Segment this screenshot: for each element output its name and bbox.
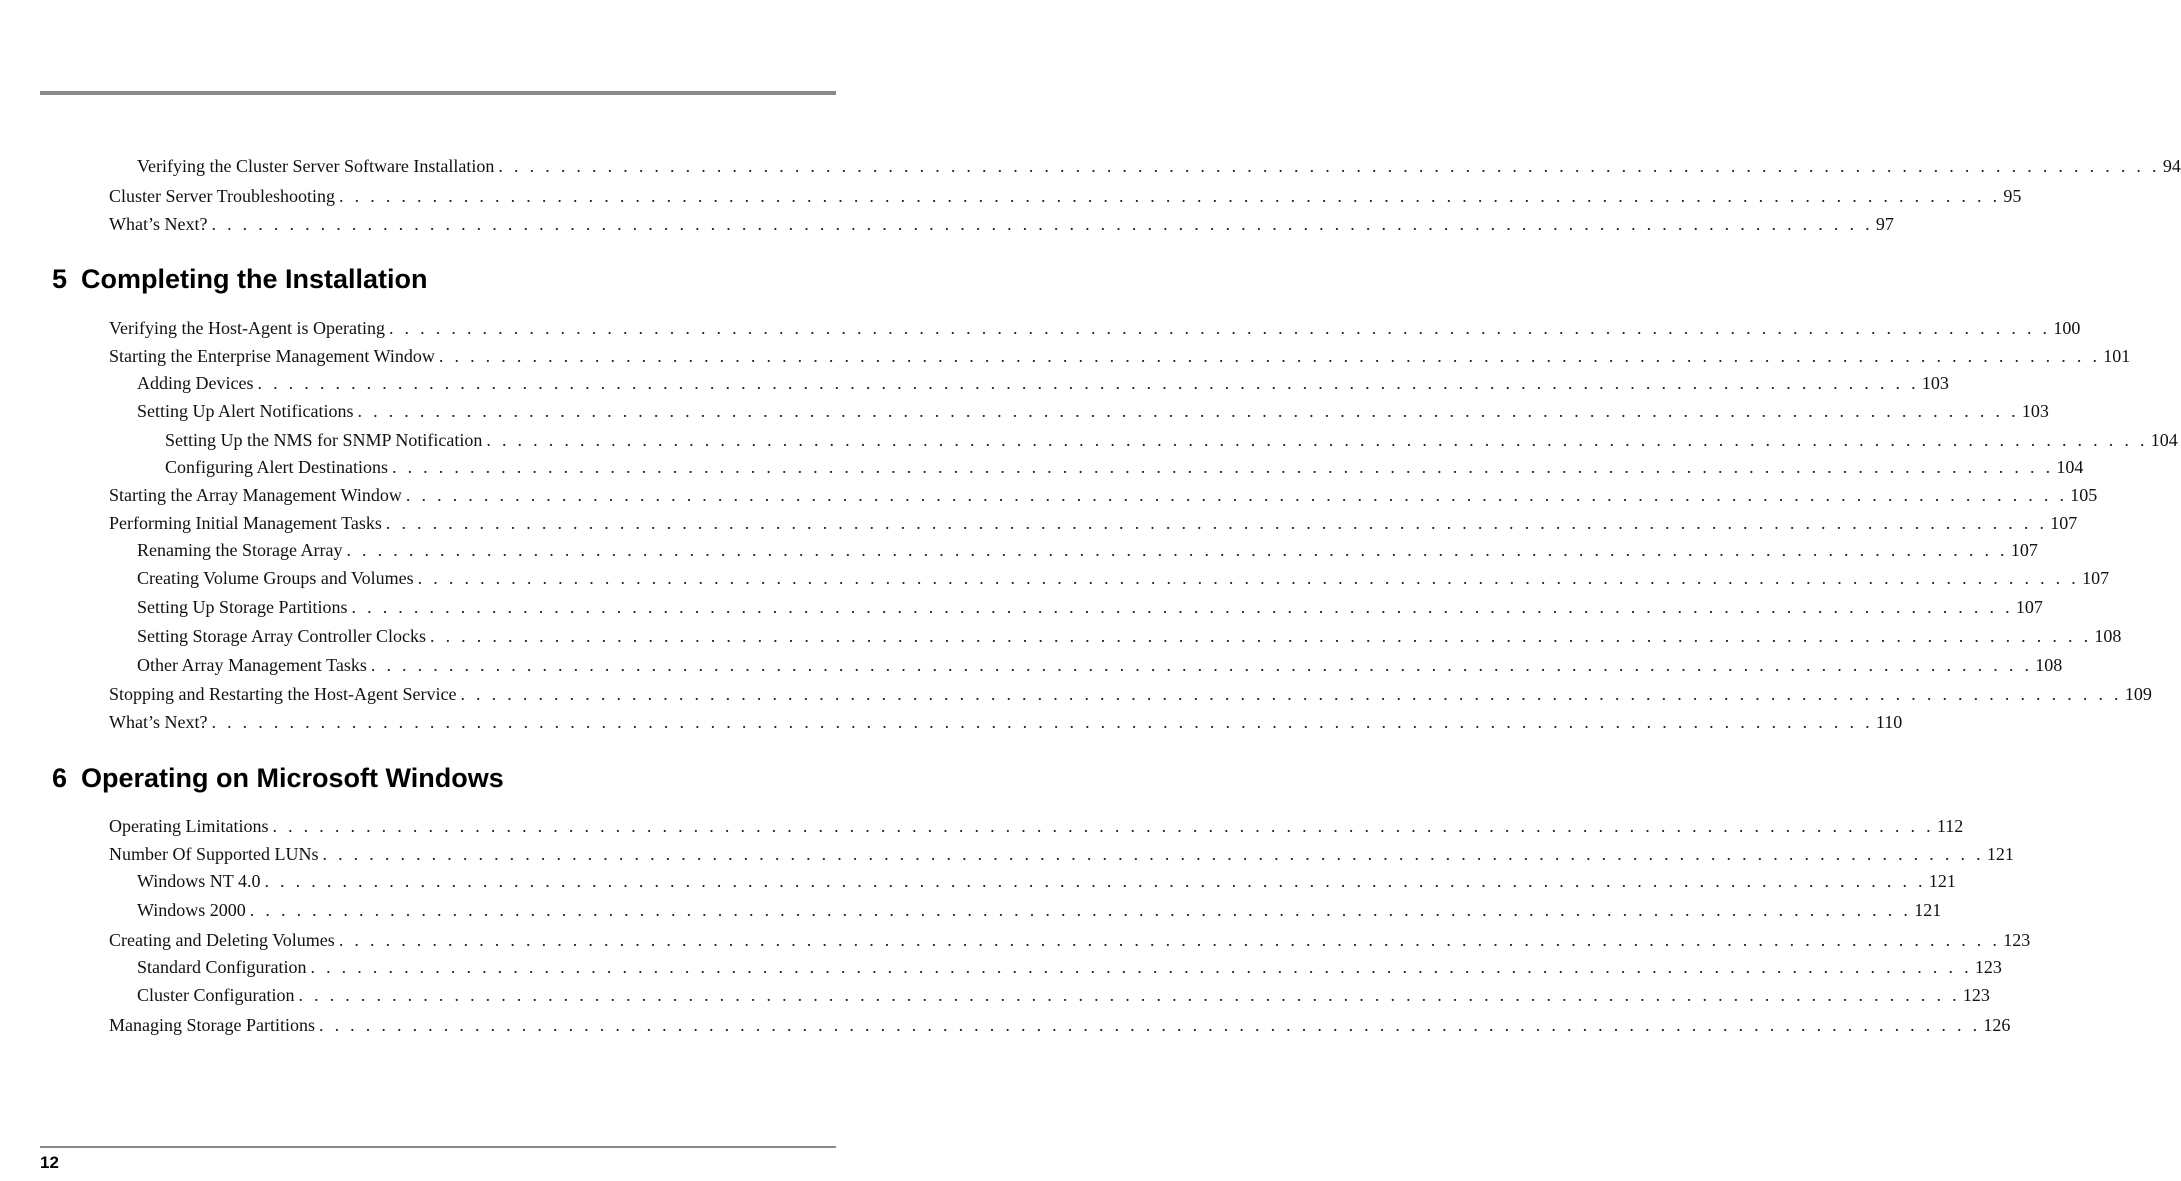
toc-entry-title: Number Of Supported LUNs [109, 844, 319, 864]
toc-leader-dots [389, 318, 2050, 339]
toc-entry[interactable] [0, 655, 2063, 681]
toc-entry-title: Cluster Configuration [137, 985, 295, 1005]
toc-leader-dots [486, 430, 2147, 451]
toc-entry[interactable] [0, 373, 1949, 399]
toc-entry-title: Windows NT 4.0 [137, 871, 261, 891]
toc-entry-page: 94 [2162, 156, 2181, 176]
toc-entry-title: Configuring Alert Destinations [165, 457, 388, 477]
toc-leader-dots [418, 568, 2079, 589]
chapter-heading[interactable] [52, 763, 504, 794]
toc-leader-dots [386, 513, 2047, 534]
toc-leader-dots [272, 816, 1933, 837]
toc-entry[interactable] [0, 186, 2022, 212]
toc-leader-dots [339, 186, 2000, 207]
footer-rule [40, 1146, 836, 1148]
toc-entry-title: Adding Devices [137, 373, 254, 393]
toc-entry[interactable] [0, 156, 2181, 182]
toc-leader-dots [430, 626, 2091, 647]
toc-leader-dots [460, 684, 2121, 705]
toc-entry-page: 103 [1921, 373, 1949, 393]
toc-entry-page: 123 [1962, 985, 1990, 1005]
toc-leader-dots [319, 1015, 1980, 1036]
toc-entry[interactable] [0, 957, 2002, 983]
toc-entry-page: 97 [1875, 214, 1894, 234]
toc-entry[interactable] [0, 430, 2178, 456]
toc-entry-title: Operating Limitations [109, 816, 269, 836]
header-rule [40, 91, 836, 95]
toc-entry-page: 107 [2015, 597, 2043, 617]
toc-entry-page: 107 [2082, 568, 2110, 588]
toc-entry-title: Performing Initial Management Tasks [109, 513, 382, 533]
toc-entry-title: Verifying the Host-Agent is Operating [109, 318, 385, 338]
toc-leader-dots [310, 957, 1971, 978]
toc-entry-title: Managing Storage Partitions [109, 1015, 315, 1035]
chapter-title: Completing the Installation [81, 264, 428, 294]
chapter-heading[interactable] [52, 264, 428, 295]
toc-entry-title: Verifying the Cluster Server Software Installation [137, 156, 495, 176]
toc-entry[interactable] [0, 597, 2043, 623]
toc-leader-dots [298, 985, 1959, 1006]
toc-entry-title: Renaming the Storage Array [137, 540, 343, 560]
toc-leader-dots [264, 871, 1925, 892]
toc-entry[interactable] [0, 401, 2049, 427]
toc-entry-page: 107 [2050, 513, 2078, 533]
toc-entry-page: 103 [2021, 401, 2049, 421]
toc-entry-title: Standard Configuration [137, 957, 307, 977]
toc-leader-dots [346, 540, 2007, 561]
toc-entry-page: 126 [1983, 1015, 2011, 1035]
toc-entry-page: 101 [2103, 346, 2131, 366]
toc-entry-title: Setting Up the NMS for SNMP Notification [165, 430, 483, 450]
chapter-number: 5 [52, 264, 68, 294]
toc-entry-title: Creating Volume Groups and Volumes [137, 568, 414, 588]
toc-entry[interactable] [0, 712, 1903, 738]
toc-entry-title: Stopping and Restarting the Host-Agent Service [109, 684, 457, 704]
toc-entry[interactable] [0, 214, 1894, 240]
toc-entry[interactable] [0, 346, 2131, 372]
toc-entry-title: Creating and Deleting Volumes [109, 930, 335, 950]
toc-entry-page: 112 [1936, 816, 1964, 836]
toc-entry[interactable] [0, 871, 1956, 897]
toc-entry-title: Windows 2000 [137, 900, 246, 920]
toc-leader-dots [352, 597, 2013, 618]
toc-entry-title: What’s Next? [109, 712, 208, 732]
toc-entry-page: 95 [2003, 186, 2022, 206]
toc-entry[interactable] [0, 485, 2098, 511]
toc-entry-title: Setting Storage Array Controller Clocks [137, 626, 426, 646]
toc-entry-page: 100 [2053, 318, 2081, 338]
toc-entry[interactable] [0, 985, 1990, 1011]
toc-entry-title: Other Array Management Tasks [137, 655, 367, 675]
toc-entry-title: Starting the Array Management Window [109, 485, 402, 505]
toc-entry-title: What’s Next? [109, 214, 208, 234]
toc-entry-page: 107 [2010, 540, 2038, 560]
toc-leader-dots [257, 373, 1918, 394]
toc-leader-dots [211, 214, 1872, 235]
page-number: 12 [40, 1153, 59, 1172]
toc-entry-page: 110 [1875, 712, 1903, 732]
toc-leader-dots [339, 930, 2000, 951]
toc-entry[interactable] [0, 540, 2038, 566]
toc-entry-title: Setting Up Storage Partitions [137, 597, 348, 617]
toc-entry[interactable] [0, 930, 2031, 956]
chapter-title: Operating on Microsoft Windows [81, 763, 504, 793]
toc-leader-dots [250, 900, 1911, 921]
toc-entry-title: Starting the Enterprise Management Window [109, 346, 435, 366]
toc-entry-title: Cluster Server Troubleshooting [109, 186, 336, 206]
toc-entry[interactable] [0, 844, 2014, 870]
toc-entry-page: 109 [2124, 684, 2152, 704]
toc-entry[interactable] [0, 513, 2078, 539]
toc-leader-dots [498, 156, 2159, 177]
toc-entry-page: 121 [1928, 871, 1956, 891]
toc-leader-dots [357, 401, 2018, 422]
toc-entry[interactable] [0, 900, 1942, 926]
toc-entry[interactable] [0, 816, 1964, 842]
toc-entry[interactable] [0, 457, 2084, 483]
toc-entry-page: 121 [1986, 844, 2014, 864]
toc-entry-page: 104 [2150, 430, 2178, 450]
chapter-number: 6 [52, 763, 68, 793]
toc-leader-dots [322, 844, 1983, 865]
toc-entry-page: 123 [1974, 957, 2002, 977]
toc-entry[interactable] [0, 626, 2122, 652]
toc-leader-dots [392, 457, 2053, 478]
toc-entry[interactable] [0, 1015, 2011, 1041]
toc-leader-dots [439, 346, 2100, 367]
toc-leader-dots [371, 655, 2032, 676]
toc-entry[interactable] [0, 318, 2081, 344]
toc-entry-page: 105 [2070, 485, 2098, 505]
toc-entry-title: Setting Up Alert Notifications [137, 401, 354, 421]
toc-entry[interactable] [0, 684, 2152, 710]
toc-entry-page: 108 [2094, 626, 2122, 646]
toc-entry-page: 104 [2056, 457, 2084, 477]
toc-entry-page: 121 [1914, 900, 1942, 920]
toc-leader-dots [211, 712, 1872, 733]
toc-entry-page: 123 [2003, 930, 2031, 950]
toc-entry-page: 108 [2035, 655, 2063, 675]
toc-leader-dots [406, 485, 2067, 506]
toc-entry[interactable] [0, 568, 2110, 594]
